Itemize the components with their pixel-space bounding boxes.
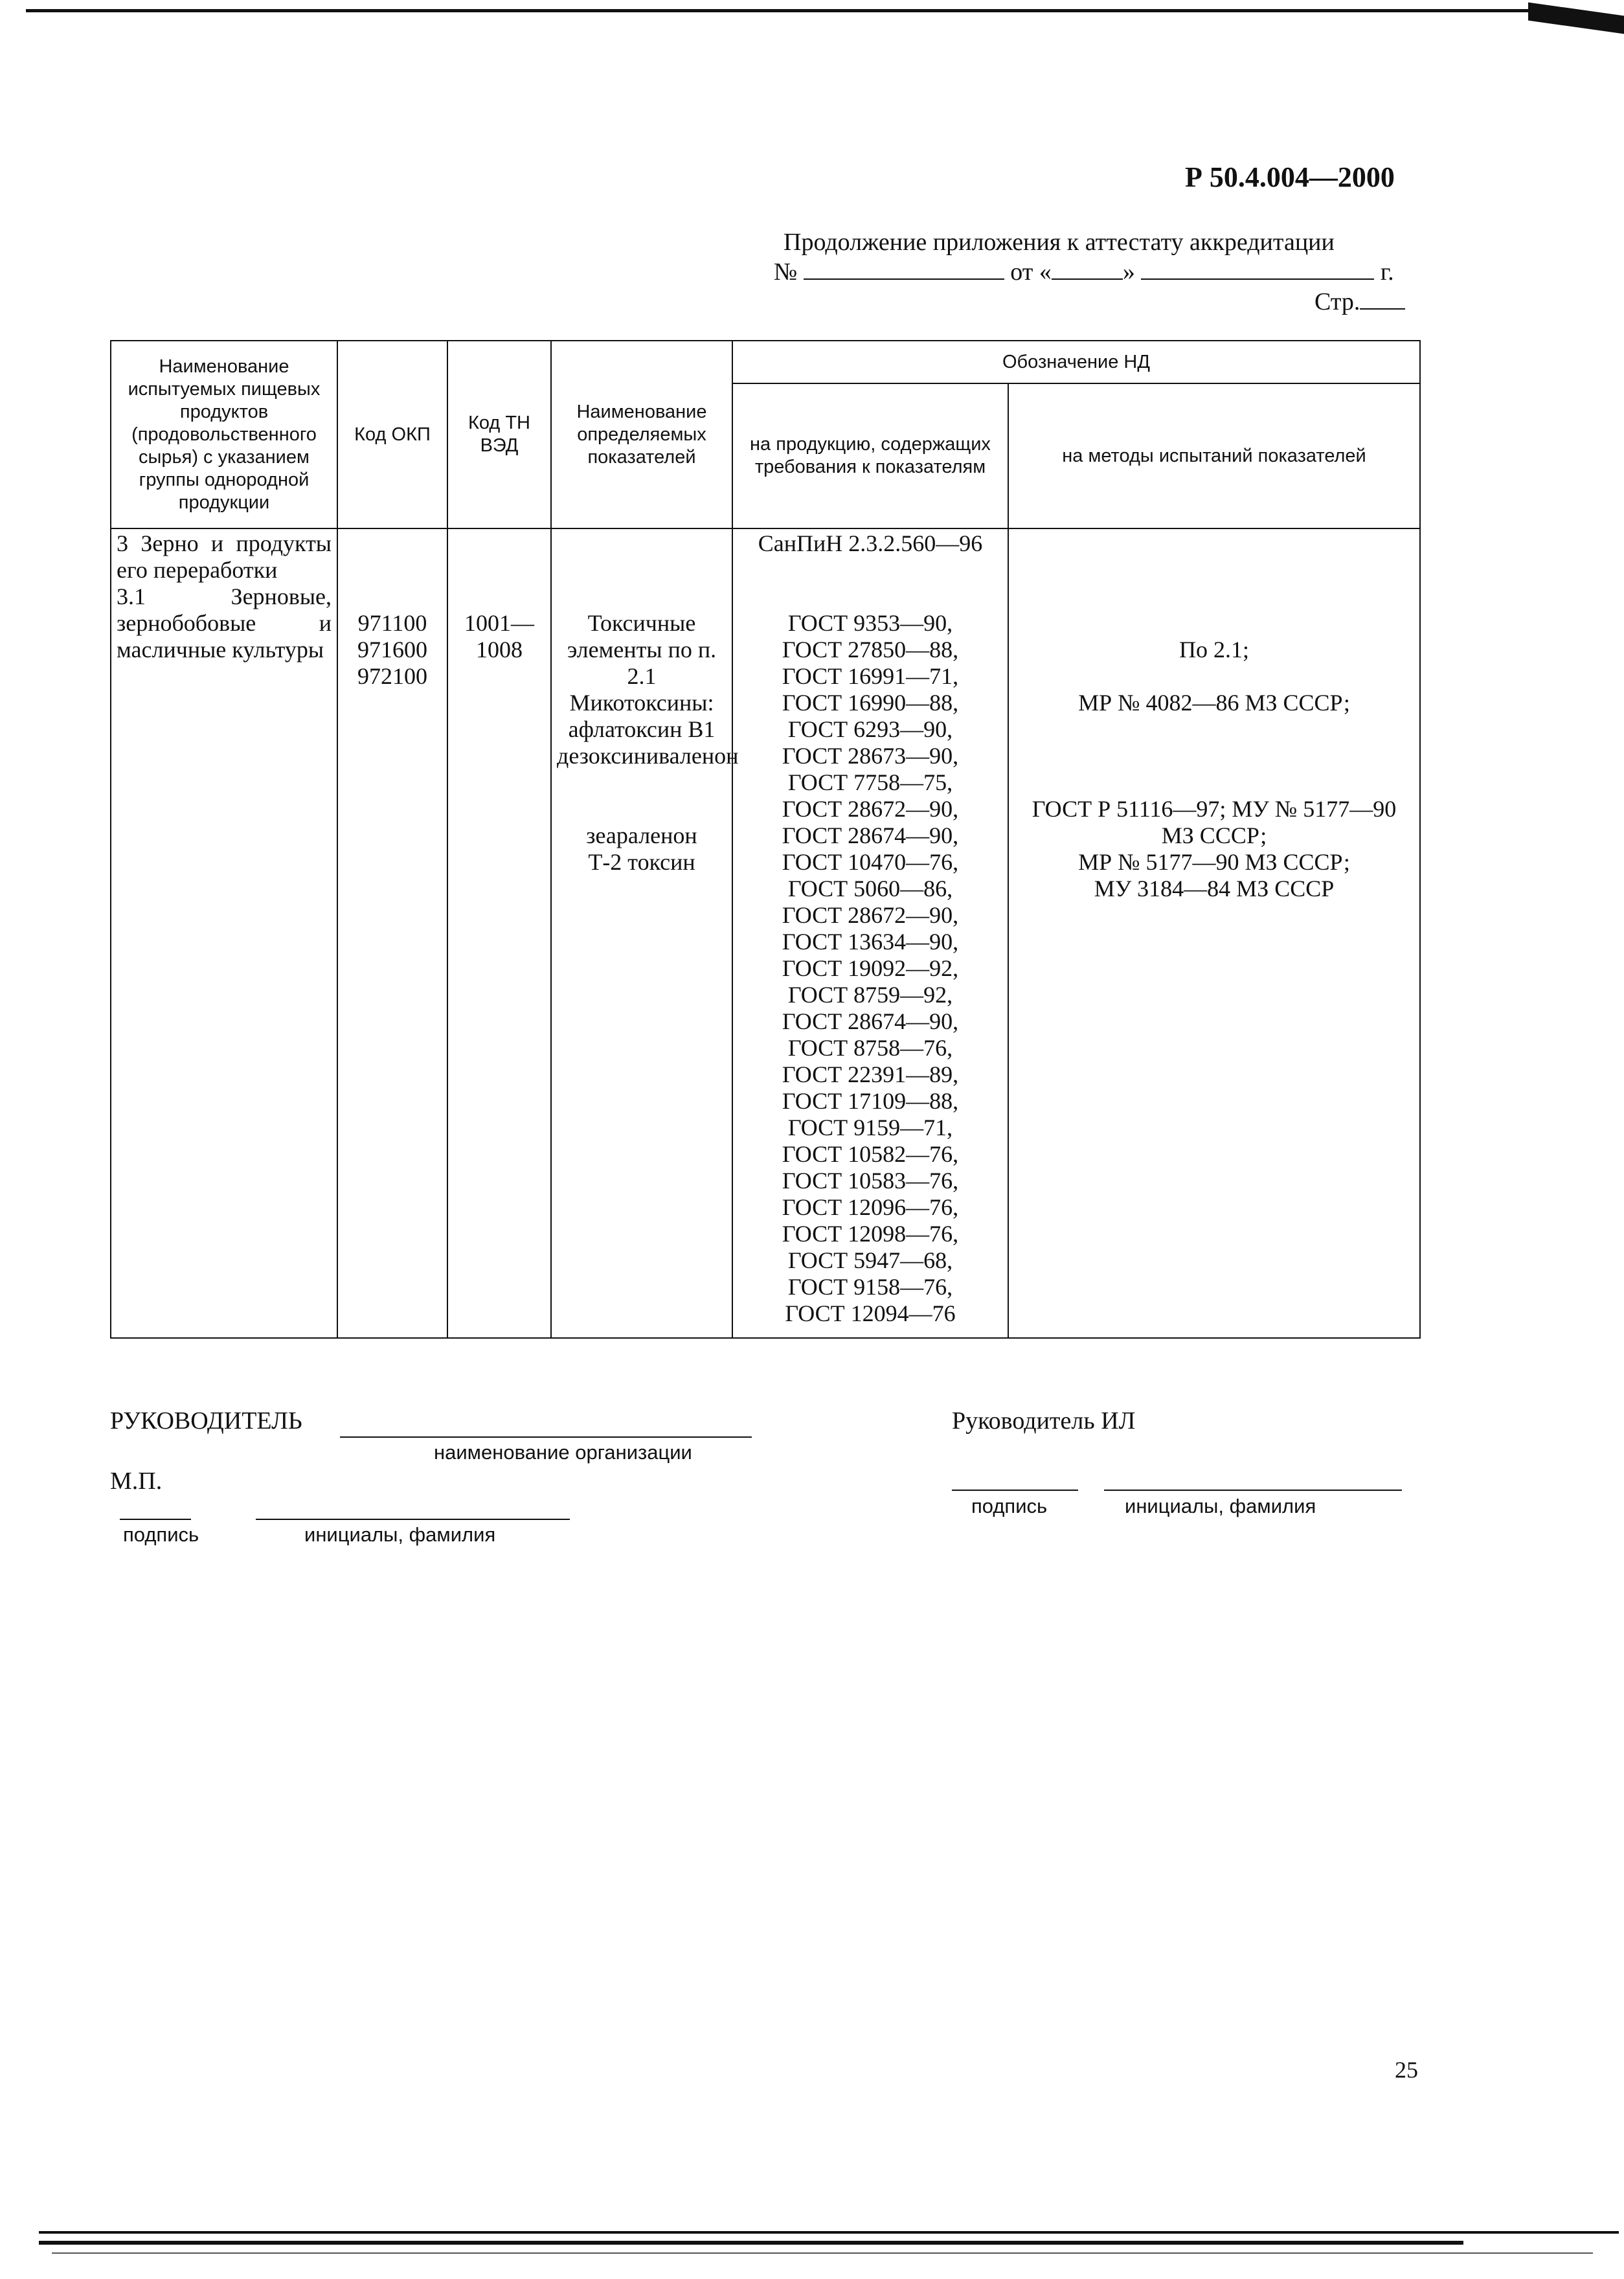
product-nd-item: ГОСТ 10583—76, [782,1168,959,1194]
org-signature-line [340,1436,752,1438]
date-blank [1141,259,1374,280]
method-ref: МР № 4082—86 МЗ СССР; [1078,690,1350,716]
product-nd-item: ГОСТ 28673—90, [782,743,959,769]
product-nd-item: ГОСТ 9159—71, [787,1115,953,1140]
header-indicators: Наименование определяемых показателей [551,341,732,528]
initials-line [256,1519,570,1520]
page-line [1314,288,1405,316]
lab-initials-caption: инициалы, фамилия [1125,1495,1316,1517]
signature-line [120,1519,191,1520]
scan-border-bottom-2 [39,2241,1463,2245]
product-subgroup: 3.1 Зерновые, зернобобовые и масличные культуры [117,584,332,663]
lab-head-label: Руководитель ИЛ [952,1407,1136,1434]
product-nd-cell [732,528,1008,1338]
tnved-cell [447,528,551,1338]
scan-border-bottom [39,2231,1619,2234]
day-blank [1052,259,1123,280]
product-nd-item: ГОСТ 10470—76, [782,849,959,875]
document-number: Р 50.4.004—2000 [1185,161,1395,193]
product-group: 3 Зерно и продукты его переработки [117,530,332,583]
certificate-number-line [774,258,1394,286]
lab-signature-line [952,1490,1078,1491]
product-nd-item: ГОСТ 27850—88, [782,637,959,663]
scan-border-top [26,9,1528,12]
stamp-label: М.П. [110,1468,163,1495]
okp-cell [337,528,447,1338]
number-label: № [774,258,798,286]
product-nd-item: ГОСТ 9353—90, [787,610,953,636]
method-ref: МР № 5177—90 МЗ СССР; [1078,849,1350,875]
page-label: Стр. [1314,288,1360,315]
page-blank [1360,289,1405,310]
okp-code: 971600 [357,637,427,663]
product-nd-item: ГОСТ 16990—88, [782,690,959,716]
product-nd-item: ГОСТ 28672—90, [782,902,959,928]
okp-code: 971100 [357,610,427,636]
tnved-code: 1001— [464,610,534,636]
indicator: зеараленон [586,822,697,848]
product-nd-item: ГОСТ 5060—86, [787,876,953,901]
header-tnved: Код ТН ВЭД [447,341,551,528]
scan-border-bottom-3 [52,2252,1593,2254]
product-nd-list [738,610,1002,1327]
header-product: Наименование испытуемых пищевых продуктов (продовольственного сырья) с указанием группы однородной продукции [111,341,337,528]
continuation-title: Продолжение приложения к аттестату аккредитации [784,229,1335,256]
indicator: афлатоксин В1 [568,716,716,742]
table-row [111,528,1420,1338]
product-nd-item: ГОСТ 22391—89, [782,1061,959,1087]
product-nd-item: ГОСТ 7758—75, [787,769,953,795]
initials-caption: инициалы, фамилия [304,1523,496,1546]
lab-initials-line [1104,1490,1402,1491]
org-caption: наименование организации [434,1441,692,1464]
methods-cell [1008,528,1420,1338]
tnved-code: 1008 [476,637,523,663]
product-nd-item: ГОСТ 5947—68, [787,1247,953,1273]
indicators-cell [551,528,739,1338]
number-blank [804,259,1004,280]
product-nd-item: ГОСТ 8758—76, [787,1035,953,1061]
page-number: 25 [1395,2057,1418,2083]
indicator: Микотоксины: [569,690,714,716]
quote-close: » [1122,258,1135,286]
signature-caption: подпись [123,1523,199,1546]
method-ref: ГОСТ Р 51116—97; МУ № 5177—90 МЗ СССР; [1032,796,1397,848]
method-ref: МУ 3184—84 МЗ СССР [1094,876,1335,901]
scan-corner-shadow [1528,3,1624,34]
indicator: Токсичные элементы по п. 2.1 [567,610,717,689]
product-nd-item: ГОСТ 10582—76, [782,1141,959,1167]
product-cell [111,528,337,1338]
product-nd-item: ГОСТ 12096—76, [782,1194,959,1220]
product-nd-item: ГОСТ 13634—90, [782,929,959,955]
accreditation-table [110,340,1421,1339]
product-nd-item: ГОСТ 12098—76, [782,1221,959,1247]
product-nd-item: ГОСТ 12094—76 [785,1300,956,1326]
header-nd-methods: на методы испытаний показателей [1008,383,1420,528]
okp-code: 972100 [357,663,427,689]
method-ref: По 2.1; [1179,637,1249,663]
product-nd-item: ГОСТ 8759—92, [787,982,953,1008]
header-nd-product: на продукцию, содержащих требования к показателям [732,383,1008,528]
product-nd-sanpin: СанПиН 2.3.2.560—96 [758,530,983,556]
year-label: г. [1380,258,1394,286]
lab-signature-caption: подпись [971,1495,1048,1517]
product-nd-item: ГОСТ 28674—90, [782,822,959,848]
head-label: РУКОВОДИТЕЛЬ [110,1407,302,1434]
product-nd-item: ГОСТ 9158—76, [787,1274,953,1300]
product-nd-item: ГОСТ 6293—90, [787,716,953,742]
product-nd-item: ГОСТ 28672—90, [782,796,959,822]
product-nd-item: ГОСТ 19092—92, [782,955,959,981]
indicator: дезоксиниваленон [557,743,739,769]
header-okp: Код ОКП [337,341,447,528]
product-nd-item: ГОСТ 17109—88, [782,1088,959,1114]
indicator: Т-2 токсин [588,849,695,875]
product-nd-item: ГОСТ 16991—71, [782,663,959,689]
product-nd-item: ГОСТ 28674—90, [782,1008,959,1034]
from-label: от « [1010,258,1052,286]
header-nd: Обозначение НД [732,341,1420,383]
